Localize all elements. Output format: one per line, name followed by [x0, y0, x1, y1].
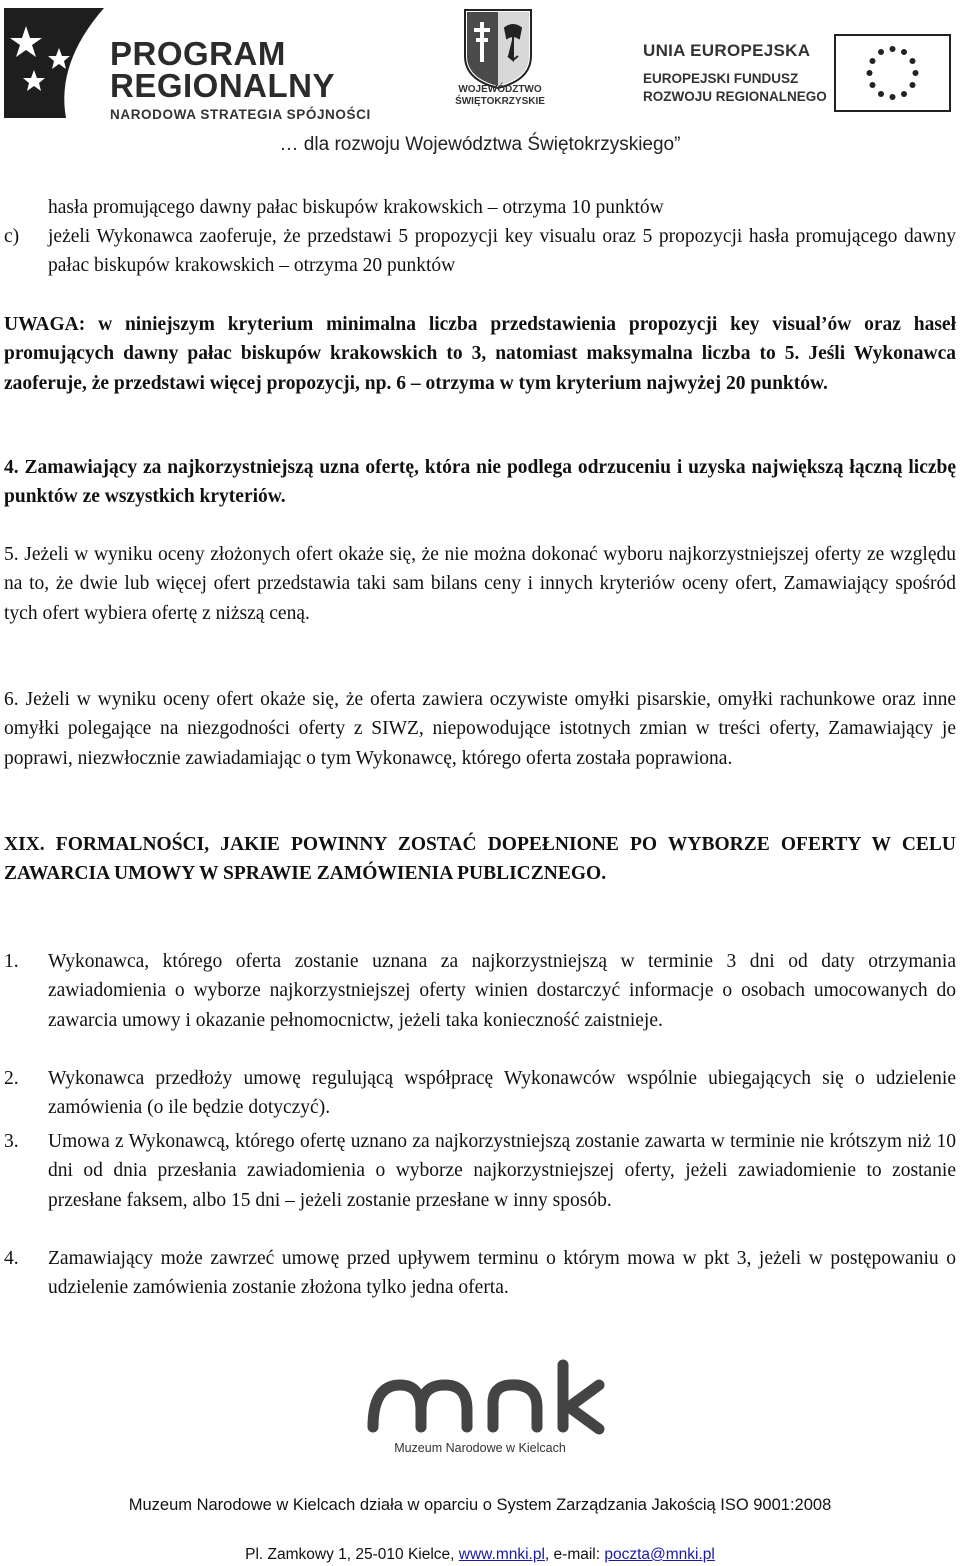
section-heading: XIX. FORMALNOŚCI, JAKIE POWINNY ZOSTAĆ DOPEŁNIONE PO WYBORZE OFERTY W CELU ZAWARCIA UMOWY W SPRAWIE ZAMÓWIENIA PUBLICZNEGO. [4, 834, 956, 885]
program-regionalny-logo-icon [4, 8, 104, 118]
eu-wordmark [643, 40, 827, 106]
item-c-text: jeżeli Wykonawca zaoferuje, że przedstawi 5 propozycji key visualu oraz 5 propozycji hasła promującego dawny pałac biskupów krakowskich – otrzyma 20 punktów [48, 226, 956, 277]
list-item-number: 4. [4, 1248, 19, 1269]
website-link[interactable]: www.mnki.pl [458, 1546, 545, 1563]
eu-line-1: UNIA EUROPEJSKA [643, 41, 811, 60]
wojewodztwo-label [440, 84, 560, 108]
herb-line-1: WOJEWÓDZTWO [458, 84, 542, 95]
program-line: PROGRAM [110, 35, 286, 72]
item-c-label: c) [4, 226, 20, 247]
motto: … dla rozwoju Województwa Świętokrzyskiego” [279, 134, 681, 155]
mnk-logo-icon [355, 1355, 605, 1445]
list-item-text: Wykonawca, którego oferta zostanie uznana za najkorzystniejszą w terminie 3 dni od daty otrzymania zawiadomienia o wyborze najkorzystniejszej oferty winien dostarczyć informacje o osobach umocowanych do zawarcia umowy i okazanie pełnomocnictw, jeżeli taka konieczność zaistnieje. [48, 951, 956, 1031]
email-prefix: , e-mail: [544, 1546, 605, 1563]
coat-of-arms-icon [463, 8, 533, 90]
address-text: Pl. Zamkowy 1, 25-010 Kielce, [245, 1546, 459, 1563]
list-item [4, 1244, 956, 1303]
list-item-number: 2. [4, 1068, 19, 1089]
paragraph-6: 6. Jeżeli w wyniku oceny ofert okaże się, że oferta zawiera oczywiste omyłki pisarskie, omyłki rachunkowe oraz inne omyłki polegające na niezgodności oferty z SIWZ, niepowodujące istotnych zmian w treści oferty, Zamawiający je poprawi, niezwłocznie zawiadamiając o tym Wykonawcę, którego oferta została poprawiona. [4, 689, 956, 769]
paragraph-5: 5. Jeżeli w wyniku oceny złożonych ofert okaże się, że nie można dokonać wyboru najkorzystniejszej oferty ze względu na to, że dwie lub więcej ofert przedstawia taki sam bilans ceny i innych kryteriów oceny ofert, Zamawiający spośród tych ofert wybiera ofertę z niższą ceną. [4, 544, 956, 624]
iso-line: Muzeum Narodowe w Kielcach działa w oparciu o System Zarządzania Jakością ISO 9001:2008 [128, 1496, 832, 1514]
list-item-number: 1. [4, 951, 19, 972]
program-regionalny-wordmark [110, 35, 371, 122]
museum-label: Muzeum Narodowe w Kielcach [394, 1441, 566, 1455]
email-link[interactable]: poczta@mnki.pl [604, 1546, 715, 1563]
item-c [4, 222, 956, 281]
list-item-text: Umowa z Wykonawcą, którego ofertę uznano za najkorzystniejszą zostanie zawarta w terminie nie krótszym niż 10 dni od dnia przesłania zawiadomienia o wyborze najkorzystniejszej oferty, jeżeli zawiadomienie to zostanie przesłane faksem, albo 15 dni – jeżeli zostanie przesłane w inny sposób. [48, 1131, 956, 1211]
uwaga-paragraph: UWAGA: w niniejszym kryterium minimalna liczba przedstawienia propozycji key visual’ów oraz haseł promujących dawny pałac biskupów krakowskich to 3, natomiast maksymalna liczba to 5. Jeśli Wykonawca zaoferuje, że przedstawi więcej propozycji, np. 6 – otrzyma w tym kryterium najwyżej 20 punktów. [4, 314, 956, 394]
list-item [4, 947, 956, 1035]
paragraph-4: 4. Zamawiający za najkorzystniejszą uzna ofertę, która nie podlega odrzuceniu i uzyska największą łączną liczbę punktów ze wszystkich kryteriów. [4, 457, 956, 508]
address-line [0, 1546, 960, 1564]
regionalny-line: REGIONALNY [110, 67, 336, 104]
header [0, 0, 960, 170]
list-item [4, 1064, 956, 1123]
list-item-number: 3. [4, 1131, 19, 1152]
nss-line: NARODOWA STRATEGIA SPÓJNOŚCI [110, 107, 371, 122]
herb-line-2: ŚWIĘTOKRZYSKIE [455, 96, 545, 107]
list-item-text: Wykonawca przedłoży umowę regulującą współpracę Wykonawców wspólnie ubiegających się o udzielenie zamówienia (o ile będzie dotyczyć). [48, 1068, 956, 1119]
eu-flag-icon [834, 34, 951, 112]
list-item-text: Zamawiający może zawrzeć umowę przed upływem terminu o którym mowa w pkt 3, jeżeli w postępowaniu o udzielenie zamówienia zostanie złożona tylko jedna oferta. [48, 1248, 956, 1299]
eu-line-3: ROZWOJU REGIONALNEGO [643, 89, 827, 104]
intro-line: hasła promującego dawny pałac biskupów krakowskich – otrzyma 10 punktów [48, 197, 664, 218]
eu-line-2: EUROPEJSKI FUNDUSZ [643, 71, 799, 86]
list-item [4, 1127, 956, 1215]
